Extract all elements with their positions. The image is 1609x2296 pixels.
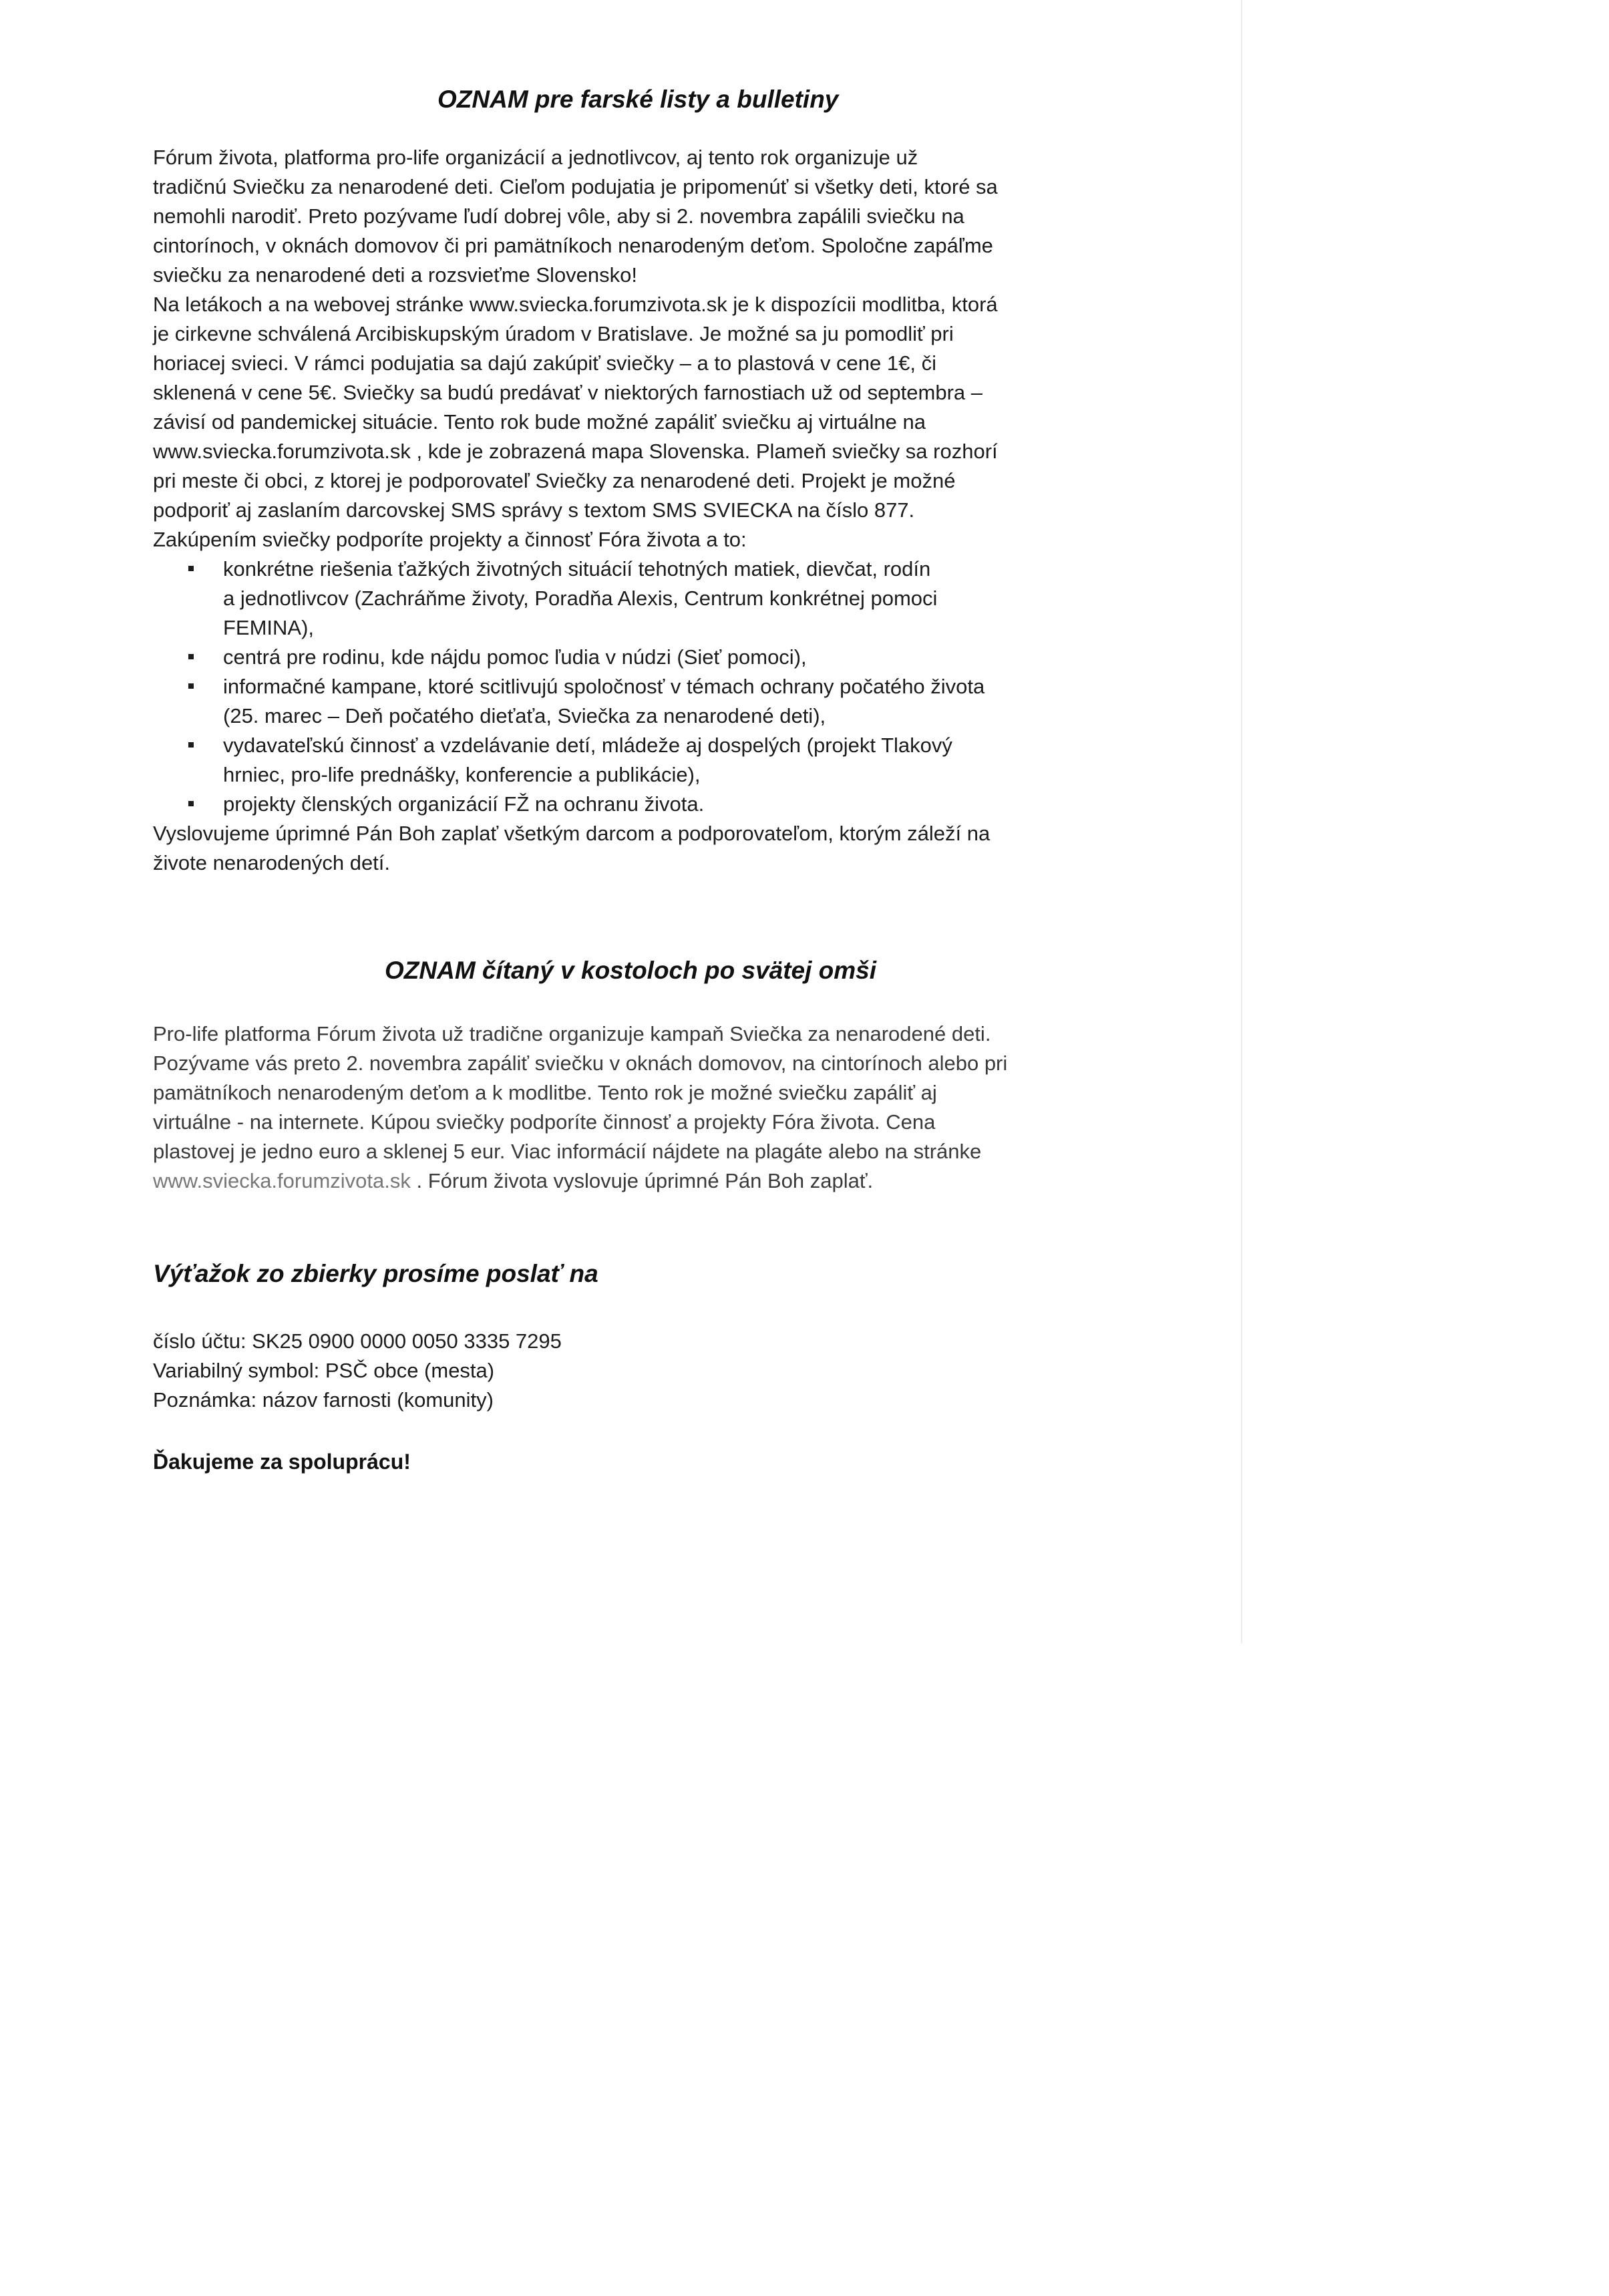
bullet-text: centrá pre rodinu, kde nájdu pomoc ľudia v núdzi (Sieť pomoci), — [223, 645, 807, 669]
section1-line: horiacej svieci. V rámci podujatia sa dajú zakúpiť sviečky – a to plastová v cene 1€, či — [153, 351, 936, 375]
section2-last-line — [153, 1166, 1007, 1196]
section1-title: OZNAM pre farské listy a bulletiny — [437, 86, 839, 113]
bullet-item — [153, 554, 998, 584]
section1-line: podporiť aj zaslaním darcovskej SMS správy s textom SMS SVIECKA na číslo 877. — [153, 498, 915, 522]
bullet-text: a jednotlivcov (Zachráňme životy, Poradňa Alexis, Centrum konkrétnej pomoci — [223, 587, 938, 610]
bullet-continuation — [153, 701, 998, 731]
section1-line: Na letákoch a na webovej stránke www.sviecka.forumzivota.sk je k dispozícii modlitba, ktorá — [153, 293, 998, 316]
bullet-continuation — [153, 760, 998, 790]
section3-title: Výťažok zo zbierky prosíme poslať na — [153, 1260, 598, 1287]
bullet-square-icon — [188, 742, 194, 748]
section1-closing-line: živote nenarodených detí. — [153, 851, 391, 874]
variable-symbol: Variabilný symbol: PSČ obce (mesta) — [153, 1359, 495, 1382]
section2-line: plastovej je jedno euro a sklenej 5 eur. Viac informácií nájdete na plagáte alebo na stránke — [153, 1140, 982, 1163]
bullet-text: projekty členských organizácií FŽ na ochranu života. — [223, 792, 705, 816]
section2-line: Pro-life platforma Fórum života už tradične organizuje kampaň Sviečka za nenarodené deti. — [153, 1022, 991, 1045]
section1-body — [153, 143, 998, 878]
account-number: číslo účtu: SK25 0900 0000 0050 3335 7295 — [153, 1329, 562, 1353]
bullet-continuation — [153, 584, 998, 613]
bullet-square-icon — [188, 654, 194, 659]
bullet-text: informačné kampane, ktoré scitlivujú spoločnosť v témach ochrany počatého života — [223, 675, 985, 698]
section2-title: OZNAM čítaný v kostoloch po svätej omši — [385, 957, 877, 984]
section2-line: virtuálne - na internete. Kúpou sviečky podporíte činnosť a projekty Fóra života. Cena — [153, 1110, 936, 1134]
section1-line: závisí od pandemickej situácie. Tento rok bude možné zapáliť sviečku aj virtuálne na — [153, 410, 926, 434]
section1-line: tradičnú Sviečku za nenarodené deti. Cieľom podujatia je pripomenúť si všetky deti, ktoré sa — [153, 175, 998, 198]
section2-line-rest: . Fórum života vyslovuje úprimné Pán Boh zaplať. — [410, 1169, 874, 1192]
bullet-square-icon — [188, 566, 194, 571]
bullet-continuation — [153, 613, 998, 643]
bullet-square-icon — [188, 683, 194, 689]
bullet-text: vydavateľskú činnosť a vzdelávanie detí, mládeže aj dospelých (projekt Tlakový — [223, 733, 952, 757]
section2-body — [153, 1019, 1007, 1196]
section1-line: pri meste či obci, z ktorej je podporovateľ Sviečky za nenarodené deti. Projekt je možné — [153, 469, 956, 492]
section2-line: pamätníkoch nenarodeným deťom a k modlitbe. Tento rok je možné sviečku zapáliť aj — [153, 1081, 937, 1104]
section2-line: Pozývame vás preto 2. novembra zapáliť sviečku v oknách domovov, na cintorínoch alebo pri — [153, 1051, 1008, 1075]
bullet-text: konkrétne riešenia ťažkých životných situácií tehotných matiek, dievčat, rodín — [223, 557, 931, 581]
section1-line: sklenená v cene 5€. Sviečky sa budú predávať v niektorých farnostiach už od septembra – — [153, 381, 982, 404]
thanks-text: Ďakujeme za spoluprácu! — [153, 1450, 411, 1474]
section1-line: Zakúpením sviečky podporíte projekty a činnosť Fóra života a to: — [153, 528, 747, 551]
bullet-text: hrniec, pro-life prednášky, konferencie a publikácie), — [223, 763, 701, 786]
section1-line: Fórum života, platforma pro-life organizácií a jednotlivcov, aj tento rok organizuje už — [153, 146, 918, 169]
page-edge-shadow — [1241, 0, 1242, 1643]
bullet-text: (25. marec – Deň počatého dieťaťa, Sviečka za nenarodené deti), — [223, 704, 826, 727]
section1-line: je cirkevne schválená Arcibiskupským úradom v Bratislave. Je možné sa ju pomodliť pri — [153, 322, 954, 345]
bullet-square-icon — [188, 801, 194, 806]
section1-closing-line: Vyslovujeme úprimné Pán Boh zaplať všetkým darcom a podporovateľom, ktorým záleží na — [153, 822, 991, 845]
payment-details — [153, 1327, 562, 1415]
bullet-item — [153, 672, 998, 701]
section1-line: sviečku za nenarodené deti a rozsvieťme Slovensko! — [153, 263, 638, 287]
bullet-item — [153, 790, 998, 819]
payment-note: Poznámka: názov farnosti (komunity) — [153, 1388, 494, 1412]
website-link[interactable]: www.sviecka.forumzivota.sk — [153, 1169, 411, 1192]
bullet-text: FEMINA), — [223, 616, 315, 639]
bullet-item — [153, 731, 998, 760]
section1-line: nemohli narodiť. Preto pozývame ľudí dobrej vôle, aby si 2. novembra zapálili sviečku na — [153, 204, 964, 228]
section1-line: www.sviecka.forumzivota.sk , kde je zobrazená mapa Slovenska. Plameň sviečky sa rozhorí — [153, 440, 998, 463]
bullet-item — [153, 643, 998, 672]
section1-line: cintorínoch, v oknách domovov či pri pamätníkoch nenarodeným deťom. Spoločne zapáľme — [153, 234, 993, 257]
